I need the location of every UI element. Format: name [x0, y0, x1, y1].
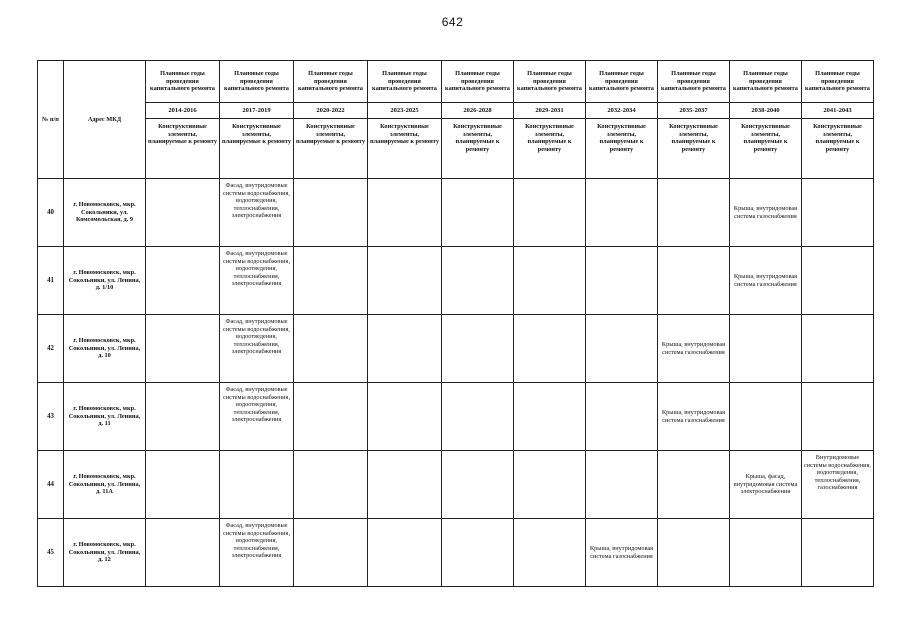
header-planned-years: Плановые годы проведения капитального ремонта — [220, 61, 294, 103]
repair-cell — [586, 179, 658, 247]
repair-cell — [514, 247, 586, 315]
header-elements: Конструктивные элементы, планируемые к ремонту — [802, 119, 874, 179]
repair-cell — [294, 383, 368, 451]
repair-cell — [586, 383, 658, 451]
header-year-range: 2023-2025 — [368, 103, 442, 119]
repair-cell — [802, 179, 874, 247]
repair-cell — [802, 315, 874, 383]
repair-cell — [802, 247, 874, 315]
repair-cell — [146, 383, 220, 451]
header-year-range: 2029-2031 — [514, 103, 586, 119]
header-planned-years: Плановые годы проведения капитального ремонта — [146, 61, 220, 103]
repair-cell: Внутридомовые системы водоснабжения, водоотведения, теплоснабжения, газоснабжения — [802, 451, 874, 519]
repair-cell — [146, 519, 220, 587]
repair-cell: Фасад, внутридомовые системы водоснабжения, водоотведения, теплоснабжения, электроснабжения — [220, 315, 294, 383]
header-year-range: 2032-2034 — [586, 103, 658, 119]
header-year-range: 2026-2028 — [442, 103, 514, 119]
repair-cell: Фасад, внутридомовые системы водоснабжения, водоотведения, теплоснабжения, электроснабжения — [220, 179, 294, 247]
repair-cell: Фасад, внутридомовые системы водоснабжения, водоотведения, теплоснабжения, электроснабжения — [220, 383, 294, 451]
repair-cell — [146, 451, 220, 519]
repair-cell — [658, 451, 730, 519]
repair-cell — [442, 383, 514, 451]
row-number: 44 — [38, 451, 64, 519]
header-year-range: 2041-2043 — [802, 103, 874, 119]
repair-cell — [802, 519, 874, 587]
repair-cell — [294, 451, 368, 519]
repair-cell: Крыша, фасад, внутридомовая система электроснабжения — [730, 451, 802, 519]
repair-cell — [658, 519, 730, 587]
repair-cell — [442, 315, 514, 383]
row-number: 45 — [38, 519, 64, 587]
repair-cell — [146, 315, 220, 383]
table-row — [38, 383, 874, 451]
row-address: г. Новомосковск, мкр. Сокольники, ул. Ленина, д. 11А — [64, 451, 146, 519]
header-num: № п/п — [38, 61, 64, 179]
header-elements: Конструктивные элементы, планируемые к ремонту — [514, 119, 586, 179]
repair-cell — [442, 519, 514, 587]
repair-cell — [442, 451, 514, 519]
repair-cell — [368, 315, 442, 383]
table-row — [38, 179, 874, 247]
header-year-range: 2038-2040 — [730, 103, 802, 119]
header-year-range: 2017-2019 — [220, 103, 294, 119]
repair-cell — [586, 247, 658, 315]
repair-cell: Крыша, внутридомовая система газоснабжения — [586, 519, 658, 587]
header-address: Адрес МКД — [64, 61, 146, 179]
header-elements: Конструктивные элементы, планируемые к ремонту — [368, 119, 442, 179]
repair-cell — [294, 179, 368, 247]
header-elements: Конструктивные элементы, планируемые к ремонту — [220, 119, 294, 179]
repair-cell — [368, 383, 442, 451]
header-planned-years: Плановые годы проведения капитального ремонта — [514, 61, 586, 103]
repair-cell: Крыша, внутридомовая система газоснабжения — [658, 383, 730, 451]
repair-cell — [514, 451, 586, 519]
repair-cell — [146, 179, 220, 247]
repair-cell — [442, 247, 514, 315]
header-year-range: 2014-2016 — [146, 103, 220, 119]
repair-cell — [514, 519, 586, 587]
table-row — [38, 519, 874, 587]
repair-cell — [802, 383, 874, 451]
header-year-range: 2020-2022 — [294, 103, 368, 119]
table-row — [38, 247, 874, 315]
repair-cell — [294, 519, 368, 587]
header-planned-years: Плановые годы проведения капитального ремонта — [658, 61, 730, 103]
row-number: 42 — [38, 315, 64, 383]
repair-cell: Крыша, внутридомовая система газоснабжения — [730, 247, 802, 315]
repair-cell — [730, 519, 802, 587]
row-address: г. Новомосковск, мкр. Сокольники, ул. Комсомольская, д. 9 — [64, 179, 146, 247]
repair-cell — [294, 315, 368, 383]
table-row — [38, 451, 874, 519]
repair-cell — [514, 179, 586, 247]
header-planned-years: Плановые годы проведения капитального ремонта — [442, 61, 514, 103]
header-planned-years: Плановые годы проведения капитального ремонта — [294, 61, 368, 103]
repair-cell — [730, 383, 802, 451]
header-planned-years: Плановые годы проведения капитального ремонта — [368, 61, 442, 103]
header-planned-years: Плановые годы проведения капитального ремонта — [802, 61, 874, 103]
row-address: г. Новомосковск, мкр. Сокольники, ул. Ленина, д. 11 — [64, 383, 146, 451]
header-row-elements — [38, 119, 874, 179]
row-number: 41 — [38, 247, 64, 315]
repair-cell: Крыша, внутридомовая система газоснабжения — [658, 315, 730, 383]
repair-cell — [368, 451, 442, 519]
header-row-planned-years — [38, 61, 874, 103]
repair-cell — [658, 247, 730, 315]
repair-cell — [514, 315, 586, 383]
repair-cell — [368, 519, 442, 587]
repair-cell — [442, 179, 514, 247]
header-planned-years: Плановые годы проведения капитального ремонта — [586, 61, 658, 103]
repair-cell: Крыша, внутридомовая система газоснабжения — [730, 179, 802, 247]
header-row-year-ranges — [38, 103, 874, 119]
header-elements: Конструктивные элементы, планируемые к ремонту — [294, 119, 368, 179]
page-number: 642 — [441, 15, 464, 29]
repair-cell — [730, 315, 802, 383]
repair-cell — [658, 179, 730, 247]
repair-cell: Фасад, внутридомовые системы водоснабжения, водоотведения, теплоснабжения, электроснабжения — [220, 519, 294, 587]
capital-repair-schedule-table — [37, 60, 874, 587]
row-number: 40 — [38, 179, 64, 247]
header-elements: Конструктивные элементы, планируемые к ремонту — [730, 119, 802, 179]
row-address: г. Новомосковск, мкр. Сокольники, ул. Ленина, д. 12 — [64, 519, 146, 587]
repair-cell — [368, 247, 442, 315]
header-elements: Конструктивные элементы, планируемые к ремонту — [586, 119, 658, 179]
table-row — [38, 315, 874, 383]
row-address: г. Новомосковск, мкр. Сокольники, ул. Ленина, д. 10 — [64, 315, 146, 383]
repair-cell — [294, 247, 368, 315]
row-address: г. Новомосковск, мкр. Сокольники, ул. Ленина, д. 1/10 — [64, 247, 146, 315]
header-planned-years: Плановые годы проведения капитального ремонта — [730, 61, 802, 103]
repair-cell — [514, 383, 586, 451]
header-year-range: 2035-2037 — [658, 103, 730, 119]
row-number: 43 — [38, 383, 64, 451]
repair-cell — [220, 451, 294, 519]
repair-cell — [368, 179, 442, 247]
repair-cell — [146, 247, 220, 315]
repair-cell: Фасад, внутридомовые системы водоснабжения, водоотведения, теплоснабжения, электроснабжения — [220, 247, 294, 315]
header-elements: Конструктивные элементы, планируемые к ремонту — [146, 119, 220, 179]
repair-cell — [586, 451, 658, 519]
repair-cell — [586, 315, 658, 383]
header-elements: Конструктивные элементы, планируемые к ремонту — [442, 119, 514, 179]
header-elements: Конструктивные элементы, планируемые к ремонту — [658, 119, 730, 179]
